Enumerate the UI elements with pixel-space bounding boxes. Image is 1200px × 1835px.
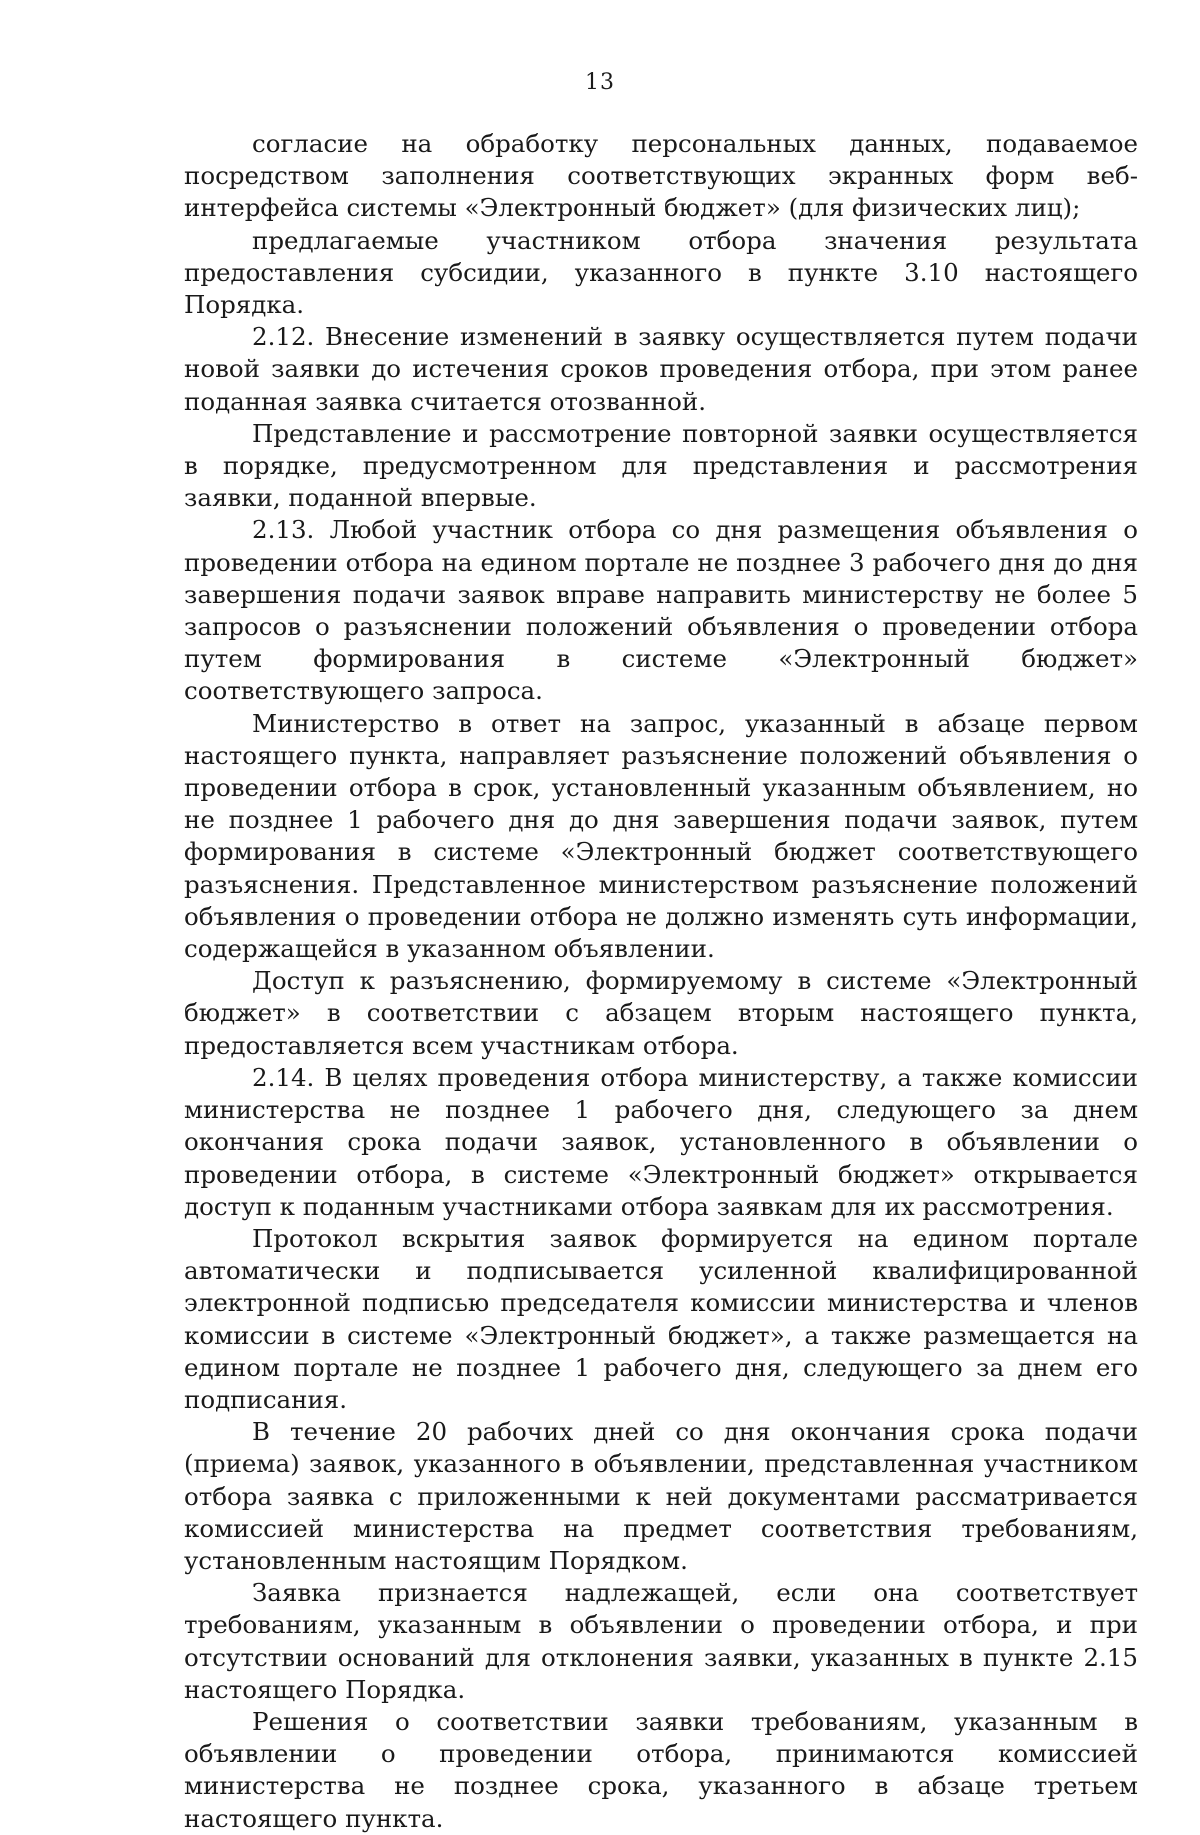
paragraph: согласие на обработку персональных данных, подаваемое посредством заполнения соответствующих экранных форм веб-интерфейса системы «Электронный бюджет» (для физических лиц); (184, 129, 1138, 223)
paragraph: Доступ к разъяснению, формируемому в системе «Электронный бюджет» в соответствии с абзацем вторым настоящего пункта, предоставляется всем участникам отбора. (184, 966, 1138, 1060)
paragraph: Решения о соответствии заявки требованиям, указанным в объявлении о проведении отбора, принимаются комиссией министерства не позднее срока, указанного в абзаце третьем настоящего пункта. (184, 1706, 1138, 1833)
paragraph: Протокол вскрытия заявок формируется на едином портале автоматически и подписывается усиленной квалифицированной электронной подписью председателя комиссии министерства и членов комиссии в системе «Электронный бюджет», а также размещается на едином портале не позднее 1 рабочего дня, следующего за днем его подписания. (184, 1223, 1138, 1414)
paragraph: предлагаемые участником отбора значения результата предоставления субсидии, указанного в пункте 3.10 настоящего Порядка. (184, 225, 1138, 320)
page-number: 13 (585, 70, 615, 95)
paragraph: В течение 20 рабочих дней со дня окончания срока подачи (приема) заявок, указанного в объявлении, представленная участником отбора заявка с приложенными к ней документами рассматривается комиссией министерства на предмет соответствия требованиям, установленным настоящим Порядком. (184, 1417, 1138, 1575)
paragraph: 2.12. Внесение изменений в заявку осуществляется путем подачи новой заявки до истечения сроков проведения отбора, при этом ранее поданная заявка считается отозванной. (184, 322, 1138, 416)
paragraph: Представление и рассмотрение повторной заявки осуществляется в порядке, предусмотренном для представления и рассмотрения заявки, поданной впервые. (184, 418, 1138, 513)
paragraph: 2.14. В целях проведения отбора министерству, а также комиссии министерства не позднее 1 рабочего дня, следующего за днем окончания срока подачи заявок, установленного в объявлении о проведении отбора, в системе «Электронный бюджет» открывается доступ к поданным участниками отбора заявкам для их рассмотрения. (184, 1062, 1138, 1221)
document-body (184, 128, 1138, 1835)
paragraph: Министерство в ответ на запрос, указанный в абзаце первом настоящего пункта, направляет разъяснение положений объявления о проведении отбора в срок, установленный указанным объявлением, но не позднее 1 рабочего дня до дня завершения подачи заявок, путем формирования в системе «Электронный бюджет соответствующего разъяснения. Представленное министерством разъяснение положений объявления о проведении отбора не должно изменять суть информации, содержащейся в указанном объявлении. (184, 708, 1138, 964)
paragraph: Заявка признается надлежащей, если она соответствует требованиям, указанным в объявлении о проведении отбора, и при отсутствии оснований для отклонения заявки, указанных в пункте 2.15 настоящего Порядка. (184, 1578, 1138, 1704)
paragraph: 2.13. Любой участник отбора со дня размещения объявления о проведении отбора на едином портале не позднее 3 рабочего дня до дня завершения подачи заявок вправе направить министерству не более 5 запросов о разъяснении положений объявления о проведении отбора путем формирования в системе «Электронный бюджет» соответствующего запроса. (184, 515, 1138, 706)
